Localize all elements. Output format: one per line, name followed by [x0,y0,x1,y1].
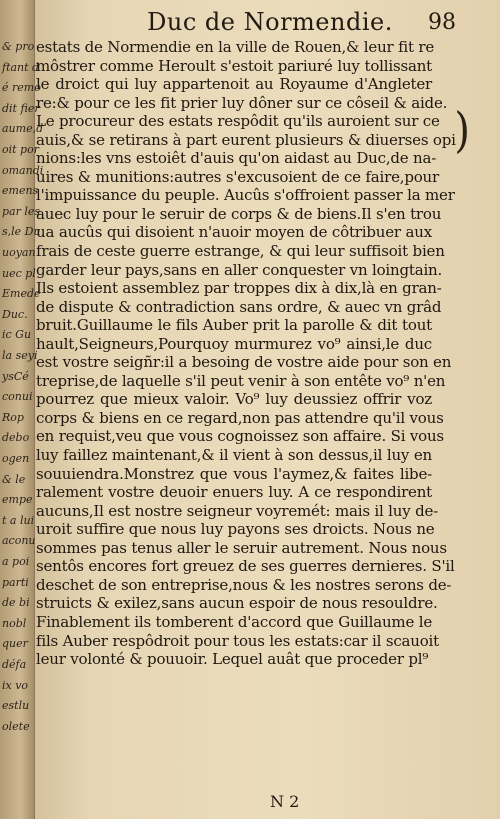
facing-page-fragment: uoyan [2,246,36,259]
facing-page-fragment: ix vo [2,678,29,692]
text-line: sentôs encores fort greuez de ses guerres dernieres. S'il [36,557,455,576]
facing-page-fragment: estlu [2,699,30,713]
facing-page-fragment: t a lui [2,513,35,527]
text-line: corps & biens en ce regard,non pas attendre qu'il vous [36,408,444,427]
facing-page-fragment: conui [2,390,33,404]
facing-page-fragment: & pro [2,40,35,53]
text-line: uroit suffire que nous luy payons ses droicts. Nous ne [36,520,435,539]
text-line: de dispute & contradiction sans ordre, & auec vn grâd [36,297,442,316]
facing-page-fragment: olete [2,719,30,733]
facing-page-margin [0,0,44,819]
facing-page-fragment: ogen [2,452,30,465]
text-line: treprise,de laquelle s'il peut venir à son entête vo⁹ n'en [36,371,446,390]
facing-page-fragment: oit por [2,143,39,156]
facing-page-fragment: parti [2,575,29,589]
facing-page-fragment: de bi [2,596,30,610]
facing-page-fragment: é remo [2,81,41,95]
text-line: uires & munitions:autres s'excusoient de ce faire,pour [36,167,439,186]
facing-page-fragment: aume,d [2,122,44,136]
facing-page-fragment: ftant d [2,60,40,74]
facing-page-fragment: dit fier [2,101,40,115]
facing-page-fragment: par les [2,204,41,218]
facing-page-fragment: emens [2,184,39,198]
text-line: fils Auber respôdroit pour tous les estats:car il scauoit [36,631,439,650]
text-line: souuiendra.Monstrez que vous l'aymez,& faites libe- [36,464,432,483]
facing-page-fragment: a poi [2,555,30,568]
text-line: Finablement ils tomberent d'accord que Guillaume le [36,612,432,631]
facing-page-fragment: défa [2,658,27,671]
text-line: re:& pour ce les fit prier luy dôner sur ce côseil & aide. [36,93,448,112]
facing-page-fragment: quer [2,637,28,651]
text-line: hault,Seigneurs,Pourquoy murmurez vo⁹ ainsi,le duc [36,334,432,353]
page-number: 98 [428,10,456,35]
facing-page-fragment: & le [2,472,26,486]
text-line: môstrer comme Heroult s'estoit pariuré luy tollissant [36,56,432,75]
facing-page-fragment: uec pl [2,266,36,280]
margin-bracket-mark: ) [454,103,470,159]
facing-page-fragment: empe [2,493,33,507]
text-line: Le procureur des estats respôdit qu'ils auroient sur ce [36,112,440,131]
text-line: auis,& se retirans à part eurent plusieurs & diuerses opi [36,130,456,149]
text-line: bruit.Guillaume le fils Auber prit la parolle & dit tout [36,316,432,335]
text-line: garder leur pays,sans en aller conquester vn loingtain. [36,260,443,279]
body-text [36,38,456,669]
text-line: nions:les vns estoiêt d'auis qu'on aidast au Duc,de na- [36,149,437,168]
text-line: leur volonté & pouuoir. Lequel auât que proceder pl⁹ [36,650,429,669]
facing-page-fragment: debo [2,431,30,445]
facing-page-fragment: ic Gu [2,328,32,342]
text-line: luy faillez maintenant,& il vient à son dessus,il luy en [36,446,432,465]
facing-page-fragment: Rop [2,410,24,424]
facing-page-fragment: aconu [2,534,36,548]
facing-page-fragment: omandi [2,163,44,177]
text-line: pourrez que mieux valoir. Vo⁹ luy deussiez offrir voz [36,390,432,409]
text-line: en requist,veu que vous cognoissez son affaire. Si vous [36,427,444,446]
running-head: Duc de Normendie. [147,8,393,36]
text-line: auec luy pour le seruir de corps & de biens.Il s'en trou [36,204,442,223]
text-line: estats de Normendie en la ville de Rouen,& leur fit re [36,38,435,56]
facing-page-fragment: nobl [2,616,27,630]
text-line: frais de ceste guerre estrange, & qui leur suffisoit bien [36,242,445,261]
text-line: l'impuissance du peuple. Aucûs s'offroient passer la mer [36,186,455,205]
text-line: ua aucûs qui disoient n'auoir moyen de côtribuer aux [36,223,432,242]
text-line: struicts & exilez,sans aucun espoir de nous resouldre. [36,594,438,613]
facing-page-fragment: la seyi [2,349,38,362]
text-line: Ils estoient assemblez par troppes dix à dix,là en gran- [36,279,442,298]
facing-page-fragment: Emede [2,287,41,301]
facing-page-fragment: s,le Du [2,225,41,239]
text-line: deschet de son entreprise,nous & les nostres serons de- [36,575,452,594]
text-line: est vostre seigñr:il a besoing de vostre aide pour son en [36,353,452,372]
text-line: le droict qui luy appartenoit au Royaume d'Angleter [36,75,432,94]
text-line: ralement vostre deuoir enuers luy. A ce respondirent [36,483,432,502]
text-line: aucuns,Il est nostre seigneur voyremét: mais il luy de- [36,501,439,520]
facing-page-fragment: ysCé [2,369,29,383]
signature-mark: N 2 [270,792,300,811]
text-line: sommes pas tenus aller le seruir autrement. Nous nous [36,538,447,557]
facing-page-fragment: Duc. [2,307,28,321]
